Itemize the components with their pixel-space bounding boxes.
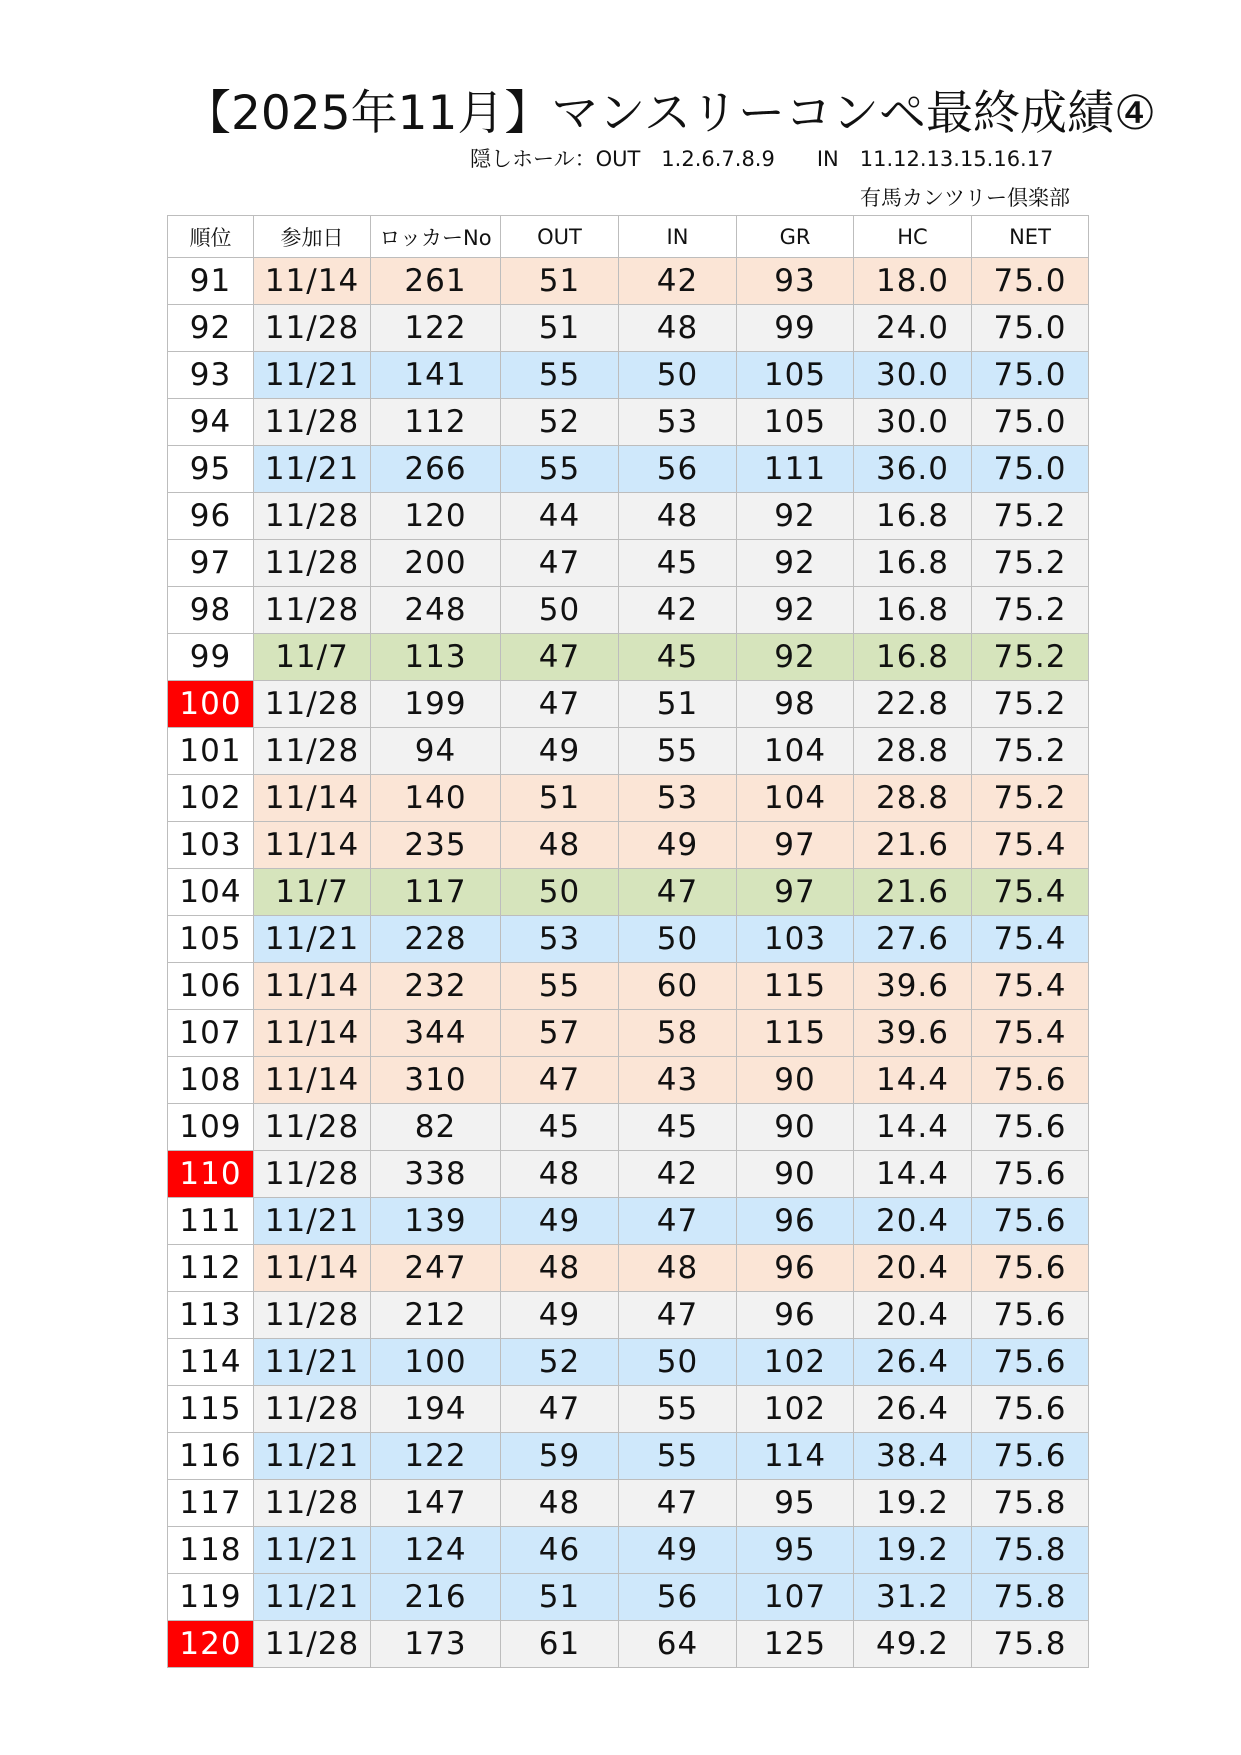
cell-rank: 109 — [168, 1104, 254, 1151]
cell-out: 51 — [501, 305, 619, 352]
cell-hc: 19.2 — [854, 1527, 972, 1574]
cell-date: 11/28 — [254, 1151, 371, 1198]
cell-hc: 31.2 — [854, 1574, 972, 1621]
table-row — [168, 916, 1089, 963]
table-row — [168, 258, 1089, 305]
cell-out: 49 — [501, 728, 619, 775]
cell-locker: 122 — [371, 1433, 501, 1480]
cell-out: 47 — [501, 681, 619, 728]
table-row — [168, 963, 1089, 1010]
table-row — [168, 1198, 1089, 1245]
cell-locker: 139 — [371, 1198, 501, 1245]
cell-net: 75.8 — [972, 1574, 1089, 1621]
cell-rank: 120 — [168, 1621, 254, 1668]
cell-gr: 97 — [737, 869, 854, 916]
table-row — [168, 1386, 1089, 1433]
cell-out: 48 — [501, 1480, 619, 1527]
table-row — [168, 681, 1089, 728]
cell-net: 75.4 — [972, 1010, 1089, 1057]
cell-rank: 99 — [168, 634, 254, 681]
cell-out: 55 — [501, 352, 619, 399]
cell-out: 46 — [501, 1527, 619, 1574]
cell-date: 11/21 — [254, 1527, 371, 1574]
cell-locker: 338 — [371, 1151, 501, 1198]
cell-hc: 28.8 — [854, 775, 972, 822]
cell-gr: 96 — [737, 1245, 854, 1292]
cell-rank: 112 — [168, 1245, 254, 1292]
cell-net: 75.8 — [972, 1621, 1089, 1668]
cell-locker: 112 — [371, 399, 501, 446]
cell-net: 75.2 — [972, 775, 1089, 822]
cell-in: 48 — [619, 1245, 737, 1292]
cell-net: 75.6 — [972, 1386, 1089, 1433]
cell-locker: 232 — [371, 963, 501, 1010]
cell-net: 75.4 — [972, 822, 1089, 869]
cell-net: 75.0 — [972, 446, 1089, 493]
cell-gr: 98 — [737, 681, 854, 728]
cell-date: 11/28 — [254, 540, 371, 587]
cell-date: 11/21 — [254, 1198, 371, 1245]
page-title: 【2025年11月】マンスリーコンペ最終成績④ — [184, 86, 1157, 141]
cell-rank: 104 — [168, 869, 254, 916]
table-row — [168, 493, 1089, 540]
cell-date: 11/14 — [254, 1010, 371, 1057]
cell-date: 11/28 — [254, 681, 371, 728]
cell-date: 11/21 — [254, 1433, 371, 1480]
cell-hc: 30.0 — [854, 399, 972, 446]
cell-gr: 97 — [737, 822, 854, 869]
cell-rank: 113 — [168, 1292, 254, 1339]
cell-in: 56 — [619, 1574, 737, 1621]
cell-hc: 26.4 — [854, 1386, 972, 1433]
cell-date: 11/7 — [254, 869, 371, 916]
cell-net: 75.2 — [972, 634, 1089, 681]
cell-date: 11/28 — [254, 587, 371, 634]
cell-rank: 106 — [168, 963, 254, 1010]
cell-rank: 119 — [168, 1574, 254, 1621]
cell-locker: 147 — [371, 1480, 501, 1527]
cell-net: 75.4 — [972, 869, 1089, 916]
cell-net: 75.6 — [972, 1339, 1089, 1386]
results-table — [167, 215, 1089, 1668]
cell-locker: 247 — [371, 1245, 501, 1292]
cell-net: 75.6 — [972, 1433, 1089, 1480]
club-name: 有馬カンツリー倶楽部 — [860, 186, 1070, 210]
cell-net: 75.6 — [972, 1292, 1089, 1339]
cell-locker: 124 — [371, 1527, 501, 1574]
header-rank: 順位 — [168, 216, 254, 258]
cell-out: 61 — [501, 1621, 619, 1668]
cell-out: 50 — [501, 869, 619, 916]
header-row — [168, 216, 1089, 258]
cell-rank: 116 — [168, 1433, 254, 1480]
cell-in: 48 — [619, 305, 737, 352]
cell-rank: 110 — [168, 1151, 254, 1198]
cell-in: 45 — [619, 540, 737, 587]
cell-gr: 90 — [737, 1104, 854, 1151]
cell-locker: 120 — [371, 493, 501, 540]
cell-net: 75.2 — [972, 587, 1089, 634]
cell-rank: 97 — [168, 540, 254, 587]
cell-out: 44 — [501, 493, 619, 540]
cell-locker: 122 — [371, 305, 501, 352]
cell-gr: 107 — [737, 1574, 854, 1621]
cell-locker: 194 — [371, 1386, 501, 1433]
cell-locker: 113 — [371, 634, 501, 681]
table-row — [168, 1574, 1089, 1621]
cell-net: 75.0 — [972, 399, 1089, 446]
cell-locker: 199 — [371, 681, 501, 728]
cell-locker: 344 — [371, 1010, 501, 1057]
cell-in: 50 — [619, 352, 737, 399]
cell-rank: 92 — [168, 305, 254, 352]
cell-net: 75.8 — [972, 1527, 1089, 1574]
cell-gr: 96 — [737, 1198, 854, 1245]
cell-net: 75.0 — [972, 258, 1089, 305]
cell-rank: 100 — [168, 681, 254, 728]
header-in: IN — [619, 216, 737, 258]
cell-rank: 94 — [168, 399, 254, 446]
cell-out: 55 — [501, 446, 619, 493]
cell-net: 75.4 — [972, 963, 1089, 1010]
cell-in: 55 — [619, 1433, 737, 1480]
cell-in: 53 — [619, 399, 737, 446]
cell-rank: 115 — [168, 1386, 254, 1433]
cell-gr: 90 — [737, 1151, 854, 1198]
cell-in: 60 — [619, 963, 737, 1010]
cell-in: 45 — [619, 1104, 737, 1151]
cell-out: 45 — [501, 1104, 619, 1151]
cell-in: 64 — [619, 1621, 737, 1668]
cell-in: 50 — [619, 1339, 737, 1386]
cell-hc: 16.8 — [854, 493, 972, 540]
header-locker: ロッカーNo — [371, 216, 501, 258]
cell-date: 11/14 — [254, 822, 371, 869]
cell-hc: 39.6 — [854, 963, 972, 1010]
table-row — [168, 869, 1089, 916]
cell-locker: 141 — [371, 352, 501, 399]
cell-out: 52 — [501, 399, 619, 446]
cell-gr: 95 — [737, 1480, 854, 1527]
table-row — [168, 587, 1089, 634]
cell-gr: 102 — [737, 1386, 854, 1433]
cell-hc: 22.8 — [854, 681, 972, 728]
cell-date: 11/21 — [254, 916, 371, 963]
cell-net: 75.6 — [972, 1198, 1089, 1245]
cell-date: 11/28 — [254, 1292, 371, 1339]
cell-locker: 117 — [371, 869, 501, 916]
cell-hc: 26.4 — [854, 1339, 972, 1386]
cell-hc: 14.4 — [854, 1151, 972, 1198]
table-row — [168, 1057, 1089, 1104]
table-row — [168, 634, 1089, 681]
cell-in: 42 — [619, 258, 737, 305]
cell-rank: 96 — [168, 493, 254, 540]
cell-rank: 103 — [168, 822, 254, 869]
cell-gr: 102 — [737, 1339, 854, 1386]
cell-net: 75.8 — [972, 1480, 1089, 1527]
cell-out: 48 — [501, 822, 619, 869]
cell-in: 55 — [619, 728, 737, 775]
cell-gr: 115 — [737, 1010, 854, 1057]
cell-locker: 228 — [371, 916, 501, 963]
cell-hc: 16.8 — [854, 540, 972, 587]
cell-date: 11/14 — [254, 963, 371, 1010]
cell-hc: 21.6 — [854, 822, 972, 869]
table-row — [168, 352, 1089, 399]
cell-out: 47 — [501, 1057, 619, 1104]
cell-hc: 21.6 — [854, 869, 972, 916]
cell-out: 49 — [501, 1292, 619, 1339]
cell-net: 75.2 — [972, 540, 1089, 587]
cell-gr: 92 — [737, 587, 854, 634]
cell-rank: 105 — [168, 916, 254, 963]
cell-rank: 95 — [168, 446, 254, 493]
table-row — [168, 1245, 1089, 1292]
cell-date: 11/28 — [254, 1480, 371, 1527]
cell-date: 11/14 — [254, 1245, 371, 1292]
cell-in: 43 — [619, 1057, 737, 1104]
cell-gr: 92 — [737, 634, 854, 681]
cell-rank: 107 — [168, 1010, 254, 1057]
cell-date: 11/28 — [254, 399, 371, 446]
cell-hc: 16.8 — [854, 587, 972, 634]
table-row — [168, 1151, 1089, 1198]
cell-locker: 173 — [371, 1621, 501, 1668]
cell-date: 11/21 — [254, 352, 371, 399]
cell-date: 11/21 — [254, 1574, 371, 1621]
cell-gr: 115 — [737, 963, 854, 1010]
cell-gr: 93 — [737, 258, 854, 305]
cell-gr: 111 — [737, 446, 854, 493]
cell-gr: 95 — [737, 1527, 854, 1574]
cell-gr: 105 — [737, 352, 854, 399]
cell-rank: 111 — [168, 1198, 254, 1245]
cell-in: 58 — [619, 1010, 737, 1057]
cell-in: 42 — [619, 1151, 737, 1198]
cell-locker: 310 — [371, 1057, 501, 1104]
cell-date: 11/28 — [254, 305, 371, 352]
cell-rank: 114 — [168, 1339, 254, 1386]
cell-rank: 98 — [168, 587, 254, 634]
cell-out: 51 — [501, 258, 619, 305]
cell-locker: 266 — [371, 446, 501, 493]
cell-hc: 27.6 — [854, 916, 972, 963]
cell-gr: 104 — [737, 775, 854, 822]
cell-in: 53 — [619, 775, 737, 822]
table-row — [168, 1480, 1089, 1527]
cell-out: 50 — [501, 587, 619, 634]
cell-out: 57 — [501, 1010, 619, 1057]
cell-gr: 92 — [737, 540, 854, 587]
header-hc: HC — [854, 216, 972, 258]
cell-in: 47 — [619, 1198, 737, 1245]
cell-hc: 14.4 — [854, 1057, 972, 1104]
cell-out: 47 — [501, 1386, 619, 1433]
cell-gr: 90 — [737, 1057, 854, 1104]
table-row — [168, 540, 1089, 587]
cell-gr: 105 — [737, 399, 854, 446]
cell-in: 48 — [619, 493, 737, 540]
table-row — [168, 1010, 1089, 1057]
header-net: NET — [972, 216, 1089, 258]
table-row — [168, 1433, 1089, 1480]
table-row — [168, 399, 1089, 446]
table-row — [168, 728, 1089, 775]
cell-date: 11/21 — [254, 446, 371, 493]
cell-in: 49 — [619, 822, 737, 869]
cell-in: 42 — [619, 587, 737, 634]
cell-out: 48 — [501, 1245, 619, 1292]
cell-in: 56 — [619, 446, 737, 493]
cell-gr: 125 — [737, 1621, 854, 1668]
cell-date: 11/21 — [254, 1339, 371, 1386]
cell-rank: 93 — [168, 352, 254, 399]
cell-in: 50 — [619, 916, 737, 963]
cell-locker: 140 — [371, 775, 501, 822]
cell-gr: 92 — [737, 493, 854, 540]
cell-hc: 20.4 — [854, 1245, 972, 1292]
cell-out: 53 — [501, 916, 619, 963]
cell-out: 47 — [501, 540, 619, 587]
cell-net: 75.4 — [972, 916, 1089, 963]
cell-hc: 30.0 — [854, 352, 972, 399]
cell-hc: 14.4 — [854, 1104, 972, 1151]
cell-net: 75.0 — [972, 305, 1089, 352]
hidden-holes-note: 隠しホール：OUT 1.2.6.7.8.9 IN 11.12.13.15.16.17 — [470, 147, 1054, 171]
cell-rank: 91 — [168, 258, 254, 305]
cell-rank: 117 — [168, 1480, 254, 1527]
cell-net: 75.6 — [972, 1057, 1089, 1104]
cell-locker: 212 — [371, 1292, 501, 1339]
table-row — [168, 1621, 1089, 1668]
cell-in: 47 — [619, 1480, 737, 1527]
cell-rank: 102 — [168, 775, 254, 822]
cell-in: 51 — [619, 681, 737, 728]
table-row — [168, 446, 1089, 493]
cell-locker: 248 — [371, 587, 501, 634]
cell-hc: 19.2 — [854, 1480, 972, 1527]
cell-date: 11/28 — [254, 1386, 371, 1433]
cell-out: 48 — [501, 1151, 619, 1198]
cell-rank: 118 — [168, 1527, 254, 1574]
cell-out: 51 — [501, 1574, 619, 1621]
cell-locker: 200 — [371, 540, 501, 587]
cell-date: 11/14 — [254, 258, 371, 305]
cell-hc: 16.8 — [854, 634, 972, 681]
cell-out: 51 — [501, 775, 619, 822]
cell-in: 47 — [619, 869, 737, 916]
cell-hc: 36.0 — [854, 446, 972, 493]
cell-net: 75.6 — [972, 1151, 1089, 1198]
cell-net: 75.6 — [972, 1245, 1089, 1292]
cell-hc: 39.6 — [854, 1010, 972, 1057]
cell-in: 45 — [619, 634, 737, 681]
cell-gr: 99 — [737, 305, 854, 352]
cell-hc: 49.2 — [854, 1621, 972, 1668]
results-body — [168, 258, 1089, 1668]
cell-gr: 104 — [737, 728, 854, 775]
table-row — [168, 1104, 1089, 1151]
header-out: OUT — [501, 216, 619, 258]
cell-in: 55 — [619, 1386, 737, 1433]
cell-net: 75.2 — [972, 493, 1089, 540]
cell-date: 11/28 — [254, 1104, 371, 1151]
table-row — [168, 775, 1089, 822]
cell-net: 75.0 — [972, 352, 1089, 399]
cell-locker: 261 — [371, 258, 501, 305]
table-row — [168, 305, 1089, 352]
cell-gr: 114 — [737, 1433, 854, 1480]
cell-rank: 108 — [168, 1057, 254, 1104]
cell-locker: 235 — [371, 822, 501, 869]
cell-gr: 103 — [737, 916, 854, 963]
cell-gr: 96 — [737, 1292, 854, 1339]
cell-out: 55 — [501, 963, 619, 1010]
cell-out: 59 — [501, 1433, 619, 1480]
cell-in: 47 — [619, 1292, 737, 1339]
cell-net: 75.6 — [972, 1104, 1089, 1151]
cell-out: 52 — [501, 1339, 619, 1386]
cell-out: 49 — [501, 1198, 619, 1245]
cell-locker: 100 — [371, 1339, 501, 1386]
cell-rank: 101 — [168, 728, 254, 775]
cell-hc: 24.0 — [854, 305, 972, 352]
cell-out: 47 — [501, 634, 619, 681]
cell-net: 75.2 — [972, 728, 1089, 775]
cell-locker: 82 — [371, 1104, 501, 1151]
cell-date: 11/7 — [254, 634, 371, 681]
cell-net: 75.2 — [972, 681, 1089, 728]
table-row — [168, 1292, 1089, 1339]
cell-date: 11/14 — [254, 1057, 371, 1104]
cell-date: 11/28 — [254, 728, 371, 775]
cell-hc: 20.4 — [854, 1292, 972, 1339]
header-date: 参加日 — [254, 216, 371, 258]
cell-locker: 94 — [371, 728, 501, 775]
cell-hc: 18.0 — [854, 258, 972, 305]
header-gr: GR — [737, 216, 854, 258]
table-row — [168, 822, 1089, 869]
cell-in: 49 — [619, 1527, 737, 1574]
cell-hc: 28.8 — [854, 728, 972, 775]
cell-hc: 20.4 — [854, 1198, 972, 1245]
cell-date: 11/28 — [254, 493, 371, 540]
table-row — [168, 1527, 1089, 1574]
cell-date: 11/14 — [254, 775, 371, 822]
cell-hc: 38.4 — [854, 1433, 972, 1480]
cell-date: 11/28 — [254, 1621, 371, 1668]
cell-locker: 216 — [371, 1574, 501, 1621]
table-row — [168, 1339, 1089, 1386]
